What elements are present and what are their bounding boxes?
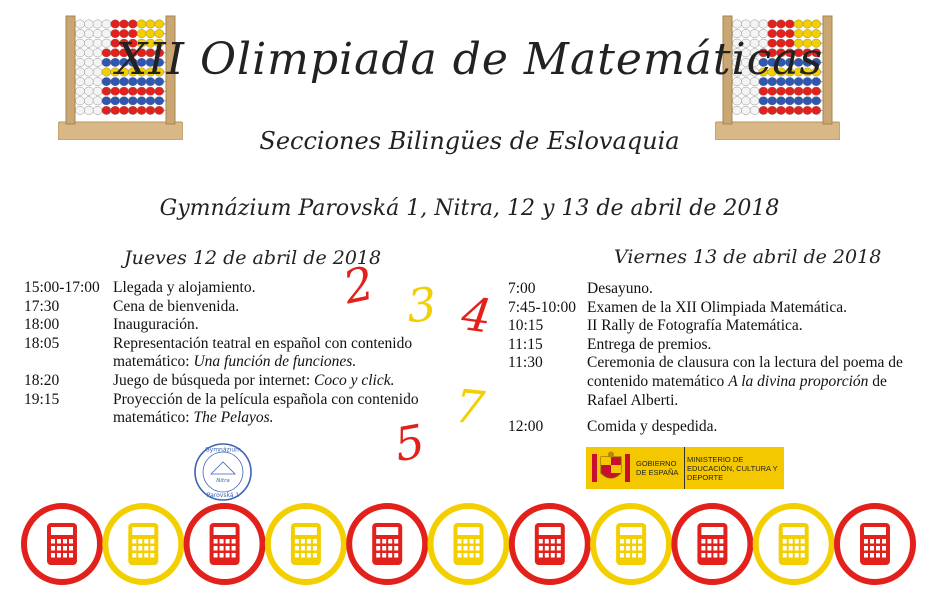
abacus-bead [741,97,750,105]
abacus-bead [776,106,785,114]
calculator-coin-icon [512,506,588,582]
event-time: 18:05 [24,334,60,352]
abacus-bead [155,87,164,95]
event-time: 18:20 [24,371,60,389]
school-stamp-seal [193,442,253,502]
abacus-bead [146,106,155,114]
abacus-bead [768,87,777,95]
event-description: Comida y despedida. [587,418,718,436]
abacus-bead [93,87,102,95]
event-description: Entrega de premios. [587,335,712,353]
abacus-bead [732,87,741,95]
abacus-bead [776,87,785,95]
abacus-bead [111,97,120,105]
abacus-bead [741,106,750,114]
abacus-bead [102,106,111,114]
schedule-row [508,299,928,318]
event-emphasis: A la divina proporción [728,372,869,390]
abacus-bead [155,97,164,105]
abacus-bead [75,87,84,95]
abacus-bead [732,97,741,105]
abacus-bead [768,106,777,114]
abacus-bead [128,87,137,95]
calculator-coin-icon [593,506,669,582]
schedule-day-2 [508,280,928,437]
abacus-bead [84,87,93,95]
abacus-bead [93,97,102,105]
event-time: 15:00-17:00 [24,279,100,296]
abacus-bead [759,20,768,28]
abacus-bead [146,87,155,95]
abacus-bead [119,20,128,28]
spain-coat-of-arms-icon [590,451,632,485]
abacus-bead [146,97,155,105]
abacus-bead [812,106,821,114]
abacus-bead [759,97,768,105]
abacus-bead [812,87,821,95]
decor-digit-3: 3 [404,276,439,334]
schedule-row [508,418,928,437]
calculator-coin-icon [105,506,181,582]
calculator-coin-icon [349,506,425,582]
abacus-bead [102,20,111,28]
event-description: Proyección de la película española con contenido matemático: The Pelayos. [113,390,419,427]
abacus-bead [84,97,93,105]
abacus-bead [84,20,93,28]
school-stamp [193,442,253,502]
event-time: 18:00 [24,316,60,334]
abacus-bead [137,97,146,105]
abacus-bead [119,87,128,95]
calculator-coin-icon [756,506,832,582]
abacus-bead [155,106,164,114]
schedule-row [24,372,484,391]
event-emphasis: The Pelayos. [193,409,274,427]
abacus-bead [155,20,164,28]
decor-digit-7: 7 [452,378,488,436]
event-description: Inauguración. [113,316,199,334]
event-time: 17:30 [24,297,60,315]
stamp-text-middle: Nitra [216,478,230,484]
schedule-row [508,317,928,336]
abacus-bead [803,20,812,28]
abacus-bead [137,20,146,28]
calculator-coin-icon [268,506,344,582]
event-emphasis: Una función de funciones. [193,353,357,371]
event-time: 7:45-10:00 [508,298,577,316]
abacus-bead [137,106,146,114]
abacus-bead [75,97,84,105]
abacus-bead [794,106,803,114]
decor-digit-4: 4 [458,286,495,344]
calculator-coin-icon [674,506,750,582]
calculator-coins [0,496,939,596]
event-emphasis: Coco y click. [314,371,395,389]
schedule-row [508,336,928,355]
event-time: 19:15 [24,390,60,408]
abacus-bead [93,20,102,28]
abacus-bead [750,87,759,95]
calculator-coin-icon [187,506,263,582]
abacus-bead [812,97,821,105]
event-time: 11:30 [508,354,543,372]
schedule-row [508,280,928,299]
event-description: Ceremonia de clausura con la lectura del poema de contenido matemático A la divina proporción de Rafael Alberti. [587,354,903,409]
decor-digit-2: 2 [338,255,379,315]
abacus-bead [750,97,759,105]
event-venue: Gymnázium Parovská 1, Nitra, 12 y 13 de abril de 2018 [159,196,780,221]
abacus-bead [776,20,785,28]
event-subtitle: Secciones Bilingües de Eslovaquia [259,127,680,155]
abacus-bead [785,97,794,105]
abacus-bead [111,87,120,95]
event-time: 11:15 [508,335,543,353]
abacus-bead [785,106,794,114]
abacus-bead [84,106,93,114]
abacus-bead [812,20,821,28]
government-label: GOBIERNO DE ESPAÑA [634,447,685,489]
schedule-row [508,354,928,410]
decor-digit-5: 5 [390,413,429,473]
abacus-bead [128,97,137,105]
abacus-bead [111,20,120,28]
abacus-bead [768,97,777,105]
abacus-bead [128,106,137,114]
calculator-coin-icon [431,506,507,582]
day-1-heading: Jueves 12 de abril de 2018 [124,247,382,269]
abacus-bead [102,87,111,95]
event-description: II Rally de Fotografía Matemática. [587,317,803,335]
event-description: Examen de la XII Olimpiada Matemática. [587,298,847,316]
abacus-bead [741,20,750,28]
abacus-bead [794,87,803,95]
event-description: Desayuno. [587,280,653,297]
day-2-heading: Viernes 13 de abril de 2018 [614,246,882,268]
abacus-bead [750,106,759,114]
abacus-bead [759,106,768,114]
abacus-bead [732,106,741,114]
abacus-bead [803,106,812,114]
event-time: 10:15 [508,317,544,335]
event-description: Representación teatral en español con contenido matemático: Una función de funciones. [113,334,413,371]
government-logo [586,447,784,489]
abacus-bead [759,87,768,95]
abacus-bead [768,20,777,28]
ministry-label: MINISTERIO DE EDUCACIÓN, CULTURA Y DEPORTE [687,454,778,482]
abacus-bead [93,106,102,114]
event-description: Juego de búsqueda por internet: Coco y click. [113,371,395,389]
schedule-row [24,335,484,372]
abacus-bead [119,106,128,114]
abacus-bead [776,97,785,105]
event-time: 7:00 [508,280,536,297]
abacus-bead [128,20,137,28]
abacus-bead [803,87,812,95]
abacus-bead [785,87,794,95]
event-description: Cena de bienvenida. [113,297,240,315]
calculator-coin-icon [24,506,100,582]
abacus-bead [794,20,803,28]
calculator-coin-icon [837,506,913,582]
abacus-bead [75,106,84,114]
event-description: Llegada y alojamiento. [113,279,256,296]
stamp-text-top: Gymnázium [205,446,241,454]
abacus-bead [119,97,128,105]
abacus-bead [785,20,794,28]
abacus-bead [750,20,759,28]
abacus-bead [137,87,146,95]
abacus-bead [102,97,111,105]
abacus-bead [146,20,155,28]
abacus-bead [75,20,84,28]
abacus-bead [741,87,750,95]
abacus-bead [803,97,812,105]
event-time: 12:00 [508,418,544,436]
abacus-bead [794,97,803,105]
abacus-bead [111,106,120,114]
event-title: XII Olimpiada de Matemáticas [115,34,824,85]
stamp-text-bottom: Parovská 1 [206,492,240,499]
abacus-bead [732,20,741,28]
